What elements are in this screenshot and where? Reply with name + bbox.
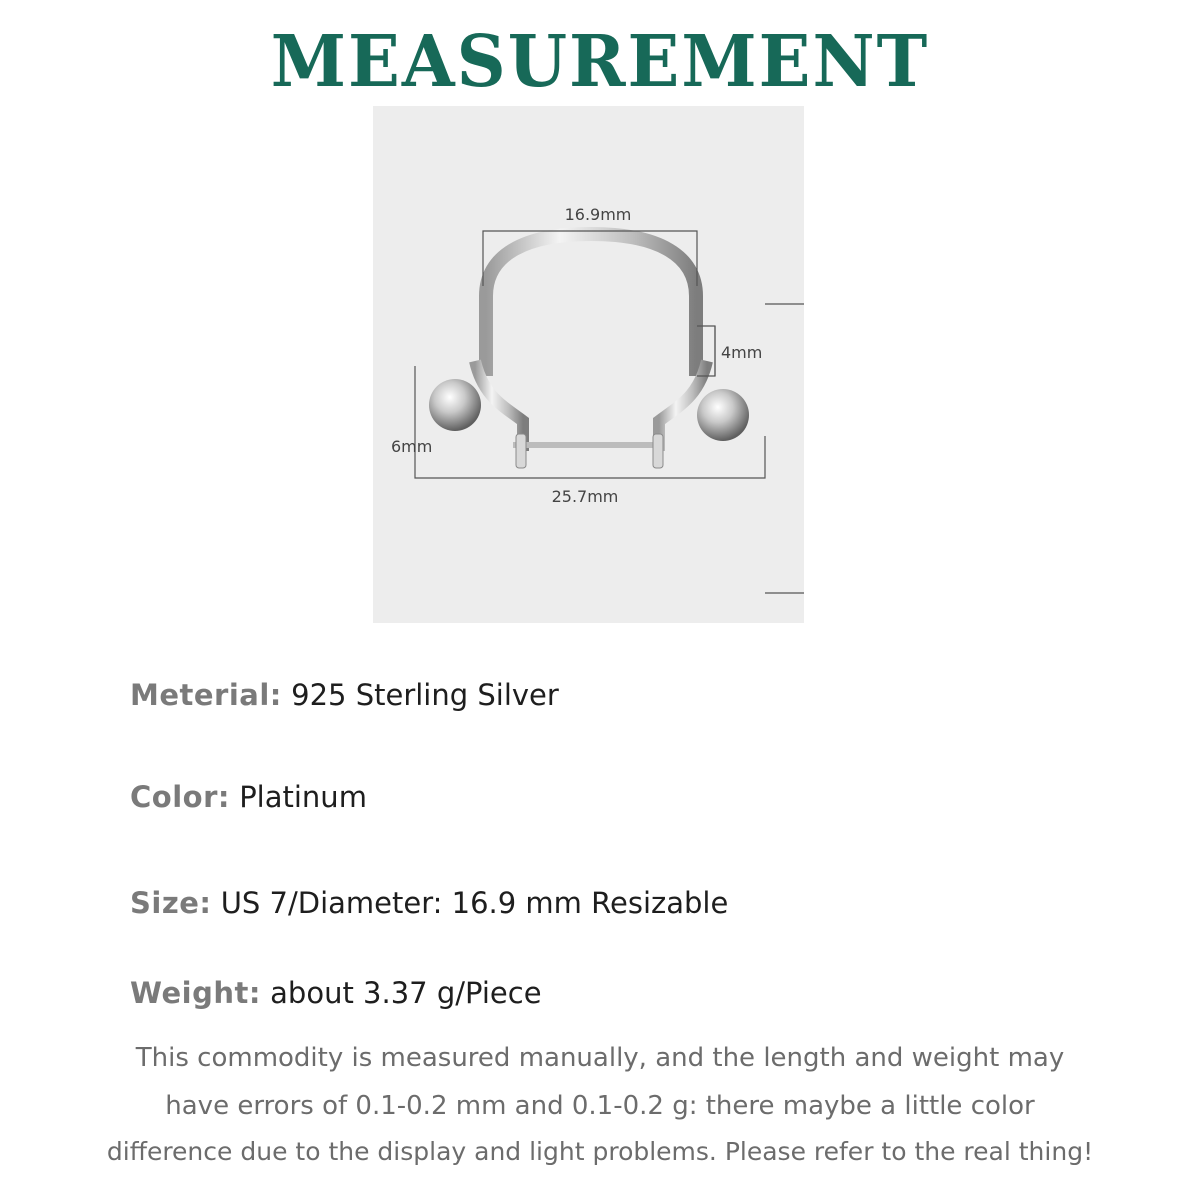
- total-dimension-label: 25.7mm: [551, 487, 619, 506]
- ball-dimension-label: 6mm: [391, 437, 433, 456]
- height-dimension-label: 4mm: [721, 343, 763, 362]
- spec-color-label: Color:: [130, 780, 230, 814]
- right-ball: [697, 389, 749, 441]
- spec-material-label: Meterial:: [130, 678, 282, 712]
- spec-material-value: 925 Sterling Silver: [291, 678, 559, 712]
- ring-measurement-image: [373, 106, 804, 623]
- spec-color-value: Platinum: [239, 780, 367, 814]
- spec-weight-value: about 3.37 g/Piece: [270, 976, 542, 1010]
- spec-color: [130, 780, 367, 814]
- spec-weight: [130, 976, 542, 1010]
- spec-size-value: US 7/Diameter: 16.9 mm Resizable: [220, 886, 729, 920]
- spec-material: [130, 678, 559, 712]
- spec-weight-label: Weight:: [130, 976, 261, 1010]
- spec-size-label: Size:: [130, 886, 212, 920]
- ring-diagram: [373, 106, 804, 623]
- disclaimer-line-2: have errors of 0.1-0.2 mm and 0.1-0.2 g: there maybe a little color: [165, 1091, 1035, 1121]
- spec-size: [130, 886, 728, 920]
- page-title: MEASUREMENT: [270, 20, 930, 104]
- disclaimer-line-1: This commodity is measured manually, and the length and weight may: [135, 1043, 1065, 1073]
- left-ball: [429, 379, 481, 431]
- disclaimer-line-3: difference due to the display and light problems. Please refer to the real thing!: [106, 1137, 1094, 1166]
- width-dimension-label: 16.9mm: [564, 205, 632, 224]
- ring-shape: [429, 234, 749, 468]
